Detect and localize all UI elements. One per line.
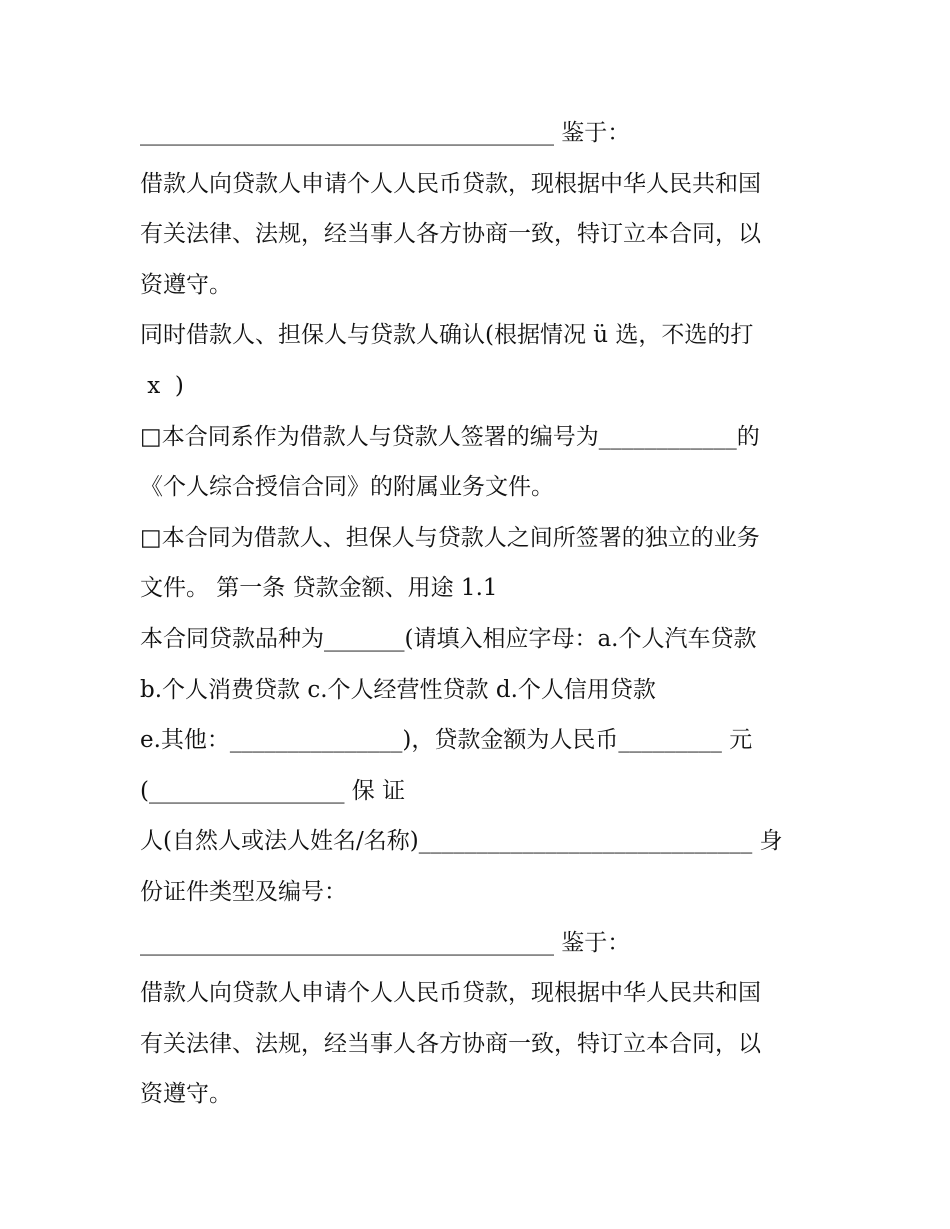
text-line: ____________________________________ 鉴于：	[140, 120, 631, 146]
text-line: 人(自然人或法人姓名/名称)_____________________________ 身	[140, 828, 783, 855]
text-line: □本合同系作为借款人与贷款人签署的编号为____________的	[140, 423, 760, 450]
text-line: 文件。 第一条 贷款金额、用途 1.1	[140, 575, 498, 602]
text-line: x )	[140, 372, 184, 399]
text-line: 同时借款人、担保人与贷款人确认(根据情况 ü 选，不选的打	[140, 322, 754, 349]
text-line: e.其他：_______________)，贷款金额为人民币_________ 元	[140, 727, 753, 754]
text-line: 有关法律、法规，经当事人各方协商一致，特订立本合同，以	[140, 221, 761, 248]
text-line: 份证件类型及编号：	[140, 878, 347, 905]
text-line: 借款人向贷款人申请个人人民币贷款，现根据中华人民共和国	[140, 170, 761, 197]
text-line: 资遵守。	[140, 271, 232, 298]
text-line: b.个人消费贷款 c.个人经营性贷款 d.个人信用贷款	[140, 676, 656, 703]
text-line: 《个人综合授信合同》的附属业务文件。	[140, 474, 554, 501]
text-line: 有关法律、法规，经当事人各方协商一致，特订立本合同，以	[140, 1030, 761, 1057]
text-line: 借款人向贷款人申请个人人民币贷款，现根据中华人民共和国	[140, 980, 761, 1007]
text-line: (_________________ 保 证	[140, 777, 406, 804]
text-line: 资遵守。	[140, 1081, 232, 1108]
text-line: 本合同贷款品种为_______(请填入相应字母：a.个人汽车贷款	[140, 625, 757, 652]
text-line: ____________________________________ 鉴于：	[140, 929, 631, 956]
text-line: □本合同为借款人、担保人与贷款人之间所签署的独立的业务	[140, 524, 760, 551]
document-body	[140, 108, 820, 1120]
